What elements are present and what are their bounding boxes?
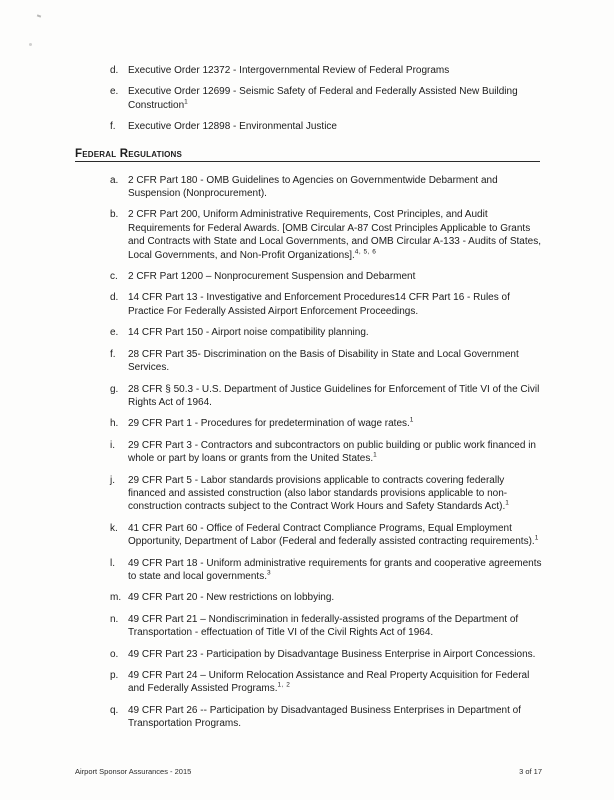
footnote-superscript: 4, 5, 6 (354, 248, 377, 256)
item-text-body: 14 CFR Part 150 - Airport noise compatibility planning. (128, 327, 369, 339)
item-text (128, 474, 542, 514)
footnote-superscript: 1 (184, 98, 189, 106)
item-text-body: 49 CFR Part 18 - Uniform administrative requirements for grants and cooperative agreements to state and local governments. (128, 557, 542, 582)
footer-document-title: Airport Sponsor Assurances - 2015 (75, 767, 192, 776)
footer-page-number: 3 of 17 (519, 767, 542, 776)
list-item (0, 326, 614, 339)
item-text (128, 64, 542, 77)
item-text (128, 439, 542, 466)
item-label: b. (110, 209, 119, 221)
item-text-body: 49 CFR Part 23 - Participation by Disadvantage Business Enterprise in Airport Concessions. (128, 648, 536, 660)
item-text (128, 270, 542, 283)
list-item (0, 648, 614, 661)
list-item (0, 291, 614, 318)
item-text-body: Executive Order 12372 - Intergovernmental Review of Federal Programs (128, 65, 450, 76)
item-text-body: 49 CFR Part 24 – Uniform Relocation Assistance and Real Property Acquisition for Federal and Federally Assisted Programs. (128, 670, 530, 695)
list-item (0, 591, 614, 604)
item-label: e. (110, 86, 119, 98)
list-item (0, 417, 614, 430)
scan-artifact (29, 43, 32, 46)
item-text-body: 28 CFR Part 35- Discrimination on the Basis of Disability in State and Local Government Services. (128, 348, 519, 374)
item-text (128, 669, 542, 696)
list-item (0, 383, 614, 410)
list-item (0, 208, 614, 262)
list-item (0, 613, 614, 640)
federal-regulations-list (0, 174, 614, 731)
item-text (128, 383, 542, 410)
list-item (0, 348, 614, 375)
list-item (0, 669, 614, 696)
list-item (0, 439, 614, 466)
item-text-body: 28 CFR § 50.3 - U.S. Department of Justice Guidelines for Enforcement of Title VI of the Civil Rights Act of 1964. (128, 383, 540, 408)
list-item (0, 85, 614, 112)
item-text-body: Executive Order 12699 - Seismic Safety of Federal and Federally Assisted New Building Construction (128, 86, 518, 111)
item-text-body: Executive Order 12898 - Environmental Justice (128, 121, 337, 133)
list-item (0, 64, 614, 77)
item-label: o. (110, 648, 119, 660)
list-item (0, 557, 614, 584)
item-text-body: 41 CFR Part 60 - Office of Federal Contract Compliance Programs, Equal Employment Opportunity, Department of Labor (Federal and federally assisted contracting requirements). (128, 522, 535, 548)
item-label: f. (110, 121, 116, 133)
item-text (128, 557, 542, 584)
footnote-superscript: 1 (373, 451, 378, 459)
footnote-superscript: 1 (505, 500, 510, 508)
item-text-body: 49 CFR Part 21 – Nondiscrimination in federally-assisted programs of the Department of Transportation - effectuation of Title VI of the Civil Rights Act of 1964. (128, 613, 519, 639)
list-item (0, 522, 614, 549)
item-label: l. (110, 557, 115, 569)
item-text-body: 29 CFR Part 3 - Contractors and subcontractors on public building or public work financed in whole or part by loans or grants from the United States. (128, 439, 536, 465)
list-item (0, 174, 614, 201)
item-label: j. (110, 474, 115, 486)
item-label: a. (110, 174, 119, 186)
item-text (128, 417, 542, 430)
section-heading-row (75, 148, 540, 162)
item-label: h. (110, 418, 119, 430)
item-text-body: 14 CFR Part 13 - Investigative and Enforcement Procedures14 CFR Part 16 - Rules of Practice For Federally Assisted Airport Enforcement Proceedings. (128, 292, 510, 317)
list-item (0, 120, 614, 133)
item-text (128, 704, 542, 731)
item-label: f. (110, 348, 116, 360)
item-text (128, 120, 542, 133)
footnote-superscript: 1 (534, 534, 539, 542)
item-text (128, 591, 542, 604)
executive-orders-list (0, 64, 614, 134)
item-label: d. (110, 65, 119, 76)
item-text-body: 29 CFR Part 1 - Procedures for predetermination of wage rates. (128, 418, 410, 430)
item-text (128, 208, 542, 262)
item-label: g. (110, 383, 119, 395)
item-text (128, 522, 542, 549)
footnote-superscript: 1 (409, 416, 414, 424)
item-text (128, 348, 542, 375)
item-label: p. (110, 670, 119, 681)
item-label: c. (110, 271, 118, 283)
item-label: i. (110, 439, 115, 451)
item-text (128, 291, 542, 318)
item-label: k. (110, 522, 118, 534)
item-text (128, 174, 542, 201)
footnote-superscript: 1, 2 (277, 682, 291, 690)
item-label: m. (110, 592, 122, 604)
item-text (128, 85, 542, 112)
item-text-body: 2 CFR Part 180 - OMB Guidelines to Agencies on Governmentwide Debarment and Suspension (Nonprocurement). (128, 174, 498, 200)
item-text (128, 648, 542, 661)
page-footer (75, 767, 542, 776)
item-label: e. (110, 327, 119, 339)
section-heading: Federal Regulations (75, 147, 183, 160)
item-text (128, 613, 542, 640)
list-item (0, 474, 614, 514)
item-text-body: 29 CFR Part 5 - Labor standards provisions applicable to contracts covering federally financed and assisted construction (also labor standards provisions applicable to non-construction contracts subject to the Contract Work Hours and Safety Standards Act). (128, 474, 508, 513)
item-text-body: 2 CFR Part 1200 – Nonprocurement Suspension and Debarment (128, 271, 416, 283)
item-text (128, 326, 542, 339)
item-label: q. (110, 704, 119, 716)
item-text-body: 2 CFR Part 200, Uniform Administrative Requirements, Cost Principles, and Audit Requirements for Federal Awards. [OMB Circular A-87 Cost Principles Applicable to Grants and Contracts with State and Local Governments, and OMB Circular A-133 - Audits of States, Local Governments, and Non-Profit Organizations]. (128, 209, 541, 261)
footnote-superscript: 3 (266, 569, 272, 577)
list-item (0, 270, 614, 283)
list-item (0, 704, 614, 731)
item-label: d. (110, 292, 119, 304)
item-text-body: 49 CFR Part 20 - New restrictions on lobbying. (128, 592, 335, 604)
item-text-body: 49 CFR Part 26 -- Participation by Disadvantaged Business Enterprises in Department of Transportation Programs. (128, 704, 521, 730)
item-label: n. (110, 613, 119, 625)
